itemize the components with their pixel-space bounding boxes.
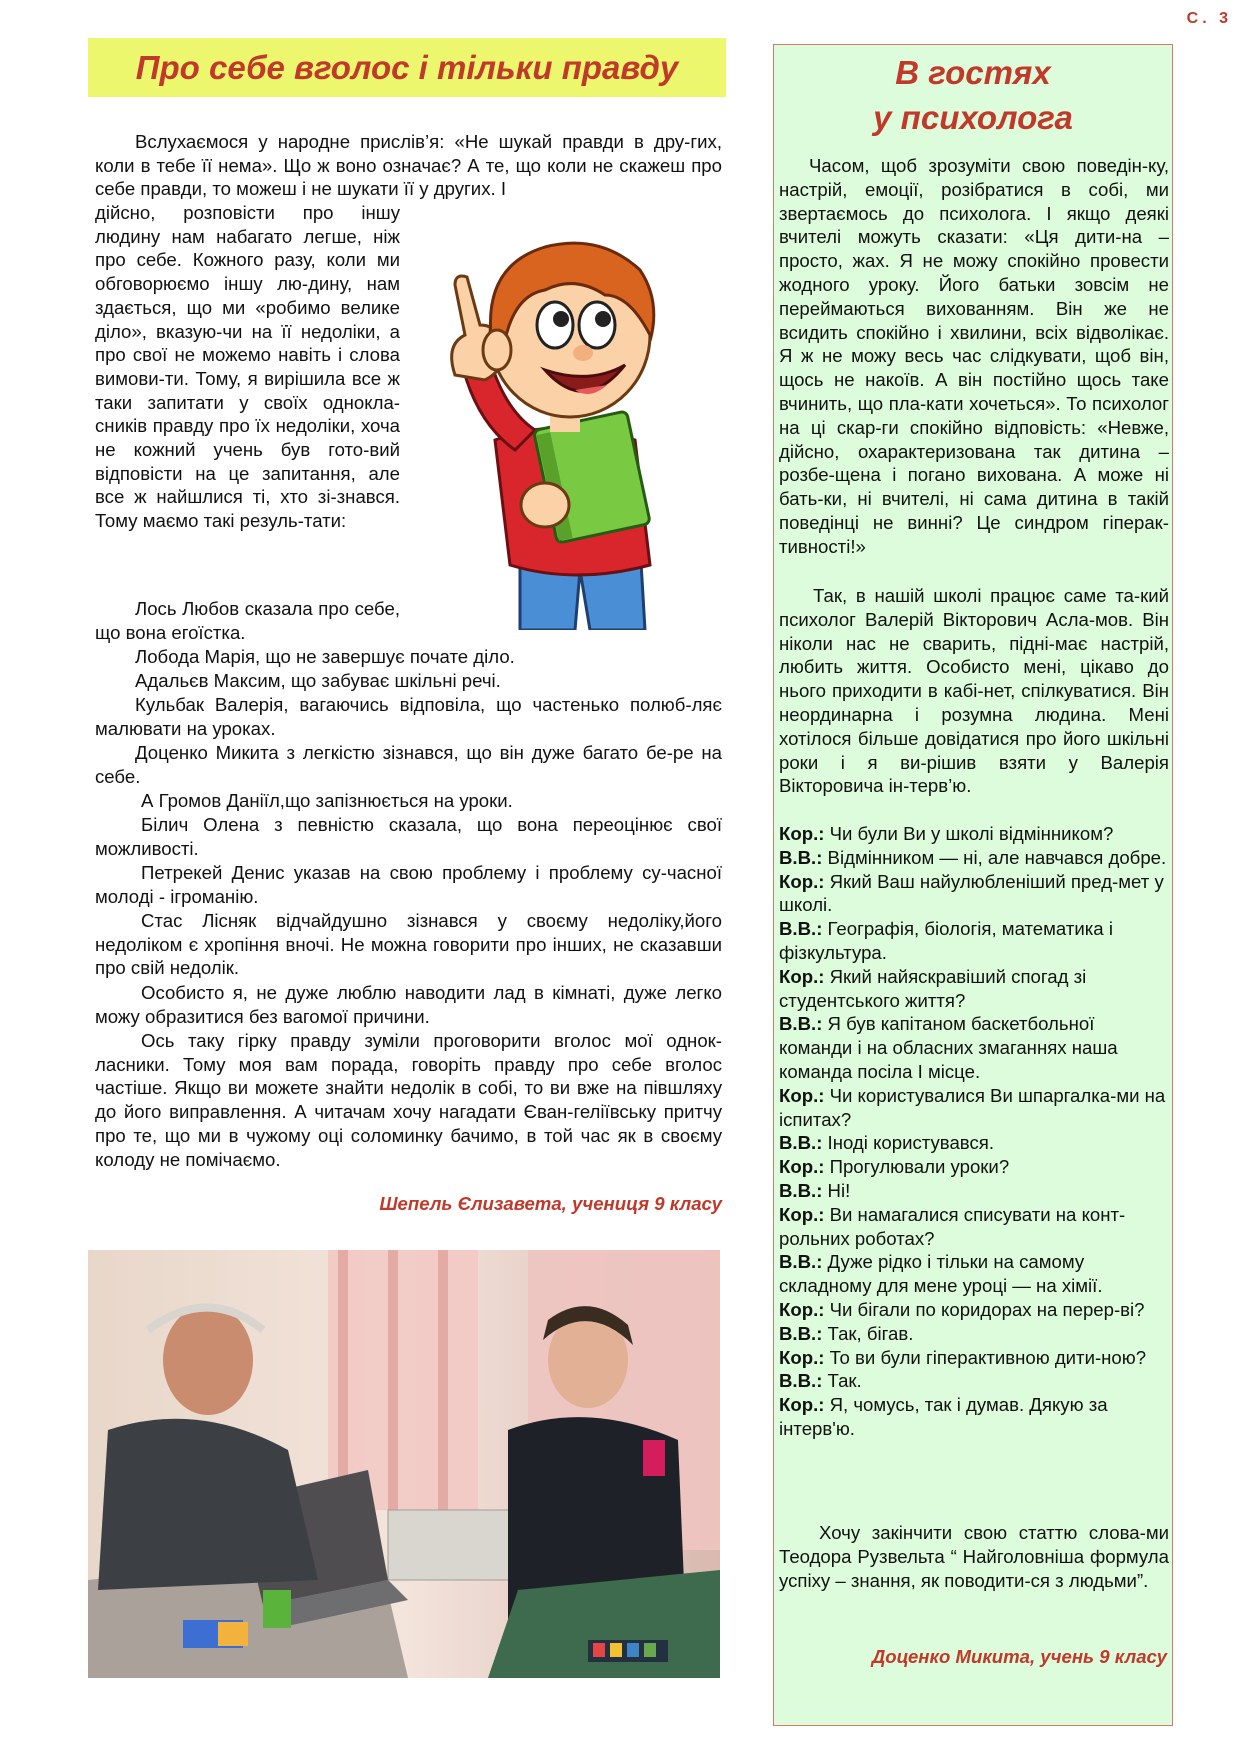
interview-text: То ви були гіперактивною дити-ною? — [824, 1346, 1147, 1368]
answer-item: Кульбак Валерія, вагаючись відповіла, що частенько полюб-ляє малювати на уроках. — [95, 694, 722, 739]
interview-speaker: В.В.: — [779, 846, 823, 868]
answer-item: Білич Олена з певністю сказала, що вона переоцінює свої можливості. — [95, 814, 722, 859]
intro-paragraph-narrow: дійсно, розповісти про іншу людину нам набагато легше, ніж про себе. Кожного разу, коли ми обговорюємо іншу лю-дину, нам здається, що ми «робимо велике діло», вказую-чи на її недоліки, а про свої не можемо навіть і слова вимови-ти. Тому, я вирішила все ж таки запитати у своїх однокла-сників правду про їх недоліки, хоча не кожний учень був гото-вий відповісти на це запитання, але все ж найшлися ті, хто зі-знався. Тому маємо такі резуль-тати: — [95, 202, 400, 532]
interview-line — [779, 1179, 1169, 1203]
interview-text: Який найяскравіший спогад зі студентського життя? — [779, 965, 1087, 1011]
interview-speaker: В.В.: — [779, 1132, 823, 1154]
interview-list — [779, 822, 1169, 1441]
interview-text: Дуже рідко і тільки на самому складному для мене уроці — на хімії. — [779, 1251, 1103, 1297]
interview-line — [779, 1298, 1169, 1322]
left-article-title-bar — [88, 38, 726, 97]
interview-speaker: Кор.: — [779, 1156, 825, 1178]
right-article-title — [773, 50, 1173, 140]
answer-item: Лось Любов сказала про себе, що вона егоїстка. — [95, 598, 400, 643]
interview-text: Так, бігав. — [822, 1322, 914, 1344]
interview-line — [779, 1203, 1169, 1251]
cartoon-boy-illustration — [425, 225, 695, 630]
interview-text: Прогулювали уроки? — [824, 1156, 1010, 1178]
right-psychologist-paragraph: Так, в нашій школі працює саме та-кий психолог Валерій Вікторович Асла-мов. Він ніколи нас не сварить, підні-має настрій, любить життя. Особисто мені, цікаво до нього приходити в кабі-нет, спілкуватися. Він неординарна і розумна людина. Мені хотілося більше довідатися про його шкільні роки і я ви-рішив взяти у Валерія Вікторовича ін-терв’ю. — [779, 585, 1169, 797]
interview-speaker: Кор.: — [779, 1394, 825, 1416]
interview-line — [779, 1346, 1169, 1370]
page-number: С. 3 — [1186, 10, 1232, 27]
interview-text: Відмінником — ні, але навчався добре. — [822, 846, 1167, 868]
interview-text: Який Ваш найулюбленіший пред-мет у школі. — [779, 870, 1164, 916]
interview-line — [779, 846, 1169, 870]
interview-speaker: В.В.: — [779, 1179, 823, 1201]
interview-line — [779, 1012, 1169, 1083]
interview-speaker: Кор.: — [779, 1298, 825, 1320]
right-article-title-line2: у психолога — [873, 99, 1073, 136]
closing-paragraph: Ось таку гірку правду зуміли проговорити вголос мої однок-ласники. Тому моя вам порада, говоріть правду про себе вголос частіше. Якщо ви можете знайти недолік в собі, то ви вже на півшляху до його виправлення. А читачам хочу нагадати Єван-геліївську притчу про те, що ми в чужому оці соломинку бачимо, в той час як в своєму колоду не помічаємо. — [95, 1030, 722, 1170]
answer-item: Адальєв Максим, що забуває шкільні речі. — [135, 670, 501, 691]
interview-speaker: Кор.: — [779, 1346, 825, 1368]
interview-line — [779, 870, 1169, 918]
interview-text: Чи були Ви у школі відмінником? — [824, 823, 1114, 844]
interview-line — [779, 1322, 1169, 1346]
interview-text: Я був капітаном баскетбольної команди і на обласних змаганнях наша команда посіла І місце. — [779, 1013, 1118, 1082]
intro-paragraph: Вслухаємося у народне прислів’я: «Не шукай правди в дру-гих, коли в тебе її нема». Що ж воно означає? А те, що коли не скажеш про себе правди, то можеш і не шукати її у других. І — [95, 131, 722, 200]
right-article-title-line1: В гостях — [895, 54, 1051, 91]
right-intro-paragraph: Часом, щоб зрозуміти свою поведін-ку, настрій, емоції, розібратися в собі, ми звертаємось до психолога. І якщо деякі вчителі можуть сказати: «Ця дити-на – просто, жах. Я не можу спокійно провести жодного уроку. Його батьки зовсім не переймаються вихованням. Він же не всидить спокійно і хвилини, всіх відволікає. Я ж не можу весь час слідкувати, щоб він, щось не накоїв. А він постійно щось таке вчинить, що пла-кати хочеться». То психолог на ці скар-ги спокійно відповість: «Невже, дійсно, охарактеризована так дитина – розбе-щена і погано вихована. А може ні бать-ки, ні вчителі, ні сама дитина в такій поведінці не винні? Це синдром гіперак-тивності!» — [779, 155, 1169, 557]
interview-line — [779, 1155, 1169, 1179]
interview-text: Ви намагалися списувати на конт-рольних роботах? — [779, 1203, 1126, 1249]
interview-text: Чи користувалися Ви шпаргалка-ми на іспитах? — [779, 1084, 1166, 1130]
interview-speaker: В.В.: — [779, 1370, 823, 1392]
answer-item: А Громов Даніїл,що запізнюється на уроки. — [141, 790, 513, 811]
interview-line — [779, 1393, 1169, 1441]
right-signature: Доценко Микита, учень 9 класу — [871, 1646, 1167, 1667]
interview-line — [779, 917, 1169, 965]
right-closing-paragraph: Хочу закінчити свою статтю слова-ми Теодора Рузвельта “ Найголовніша формула успіху – знання, як поводити-ся з людьми”. — [779, 1522, 1169, 1591]
answer-item: Петрекей Денис указав на свою проблему і проблему су-часної молоді - ігроманію. — [95, 862, 722, 907]
answer-item: Особисто я, не дуже люблю наводити лад в кімнаті, дуже легко можу образитися без вагомої причини. — [95, 982, 722, 1027]
interview-line — [779, 1250, 1169, 1298]
interview-speaker: Кор.: — [779, 823, 825, 844]
interview-text: Географія, біологія, математика і фізкультура. — [779, 918, 1113, 963]
interview-text: Чи бігали по коридорах на перер-ві? — [824, 1298, 1145, 1320]
interview-speaker: В.В.: — [779, 1322, 823, 1344]
interview-text: Я, чомусь, так і думав. Дякую за інтерв'ю. — [779, 1394, 1108, 1439]
interview-line — [779, 965, 1169, 1013]
interview-speaker: В.В.: — [779, 1013, 823, 1035]
answer-item: Доценко Микита з легкістю зізнався, що він дуже багато бе-ре на себе. — [95, 742, 722, 787]
interview-text: Іноді користувався. — [822, 1132, 995, 1154]
interview-text: Так. — [822, 1370, 862, 1392]
interview-line — [779, 822, 1169, 846]
interview-speaker: Кор.: — [779, 870, 825, 892]
interview-line — [779, 1369, 1169, 1393]
interview-speaker: В.В.: — [779, 1251, 823, 1273]
answer-item: Лобода Марія, що не завершує почате діло. — [135, 646, 515, 667]
interview-speaker: Кор.: — [779, 1203, 825, 1225]
interview-line — [779, 1084, 1169, 1132]
left-signature: Шепель Єлизавета, учениця 9 класу — [379, 1193, 722, 1214]
interview-speaker: Кор.: — [779, 1084, 825, 1106]
interview-speaker: В.В.: — [779, 918, 823, 940]
interview-text: Ні! — [822, 1179, 851, 1201]
interview-line — [779, 1131, 1169, 1155]
interview-speaker: Кор.: — [779, 965, 825, 987]
left-article-title: Про себе вголос і тільки правду — [135, 48, 679, 86]
answer-item: Стас Лісняк відчайдушно зізнався у своєму недоліку,його недоліком є хропіння вночі. Не можна говорити про інших, не сказавши про свій недолік. — [95, 910, 722, 979]
interview-photo — [88, 1250, 720, 1678]
